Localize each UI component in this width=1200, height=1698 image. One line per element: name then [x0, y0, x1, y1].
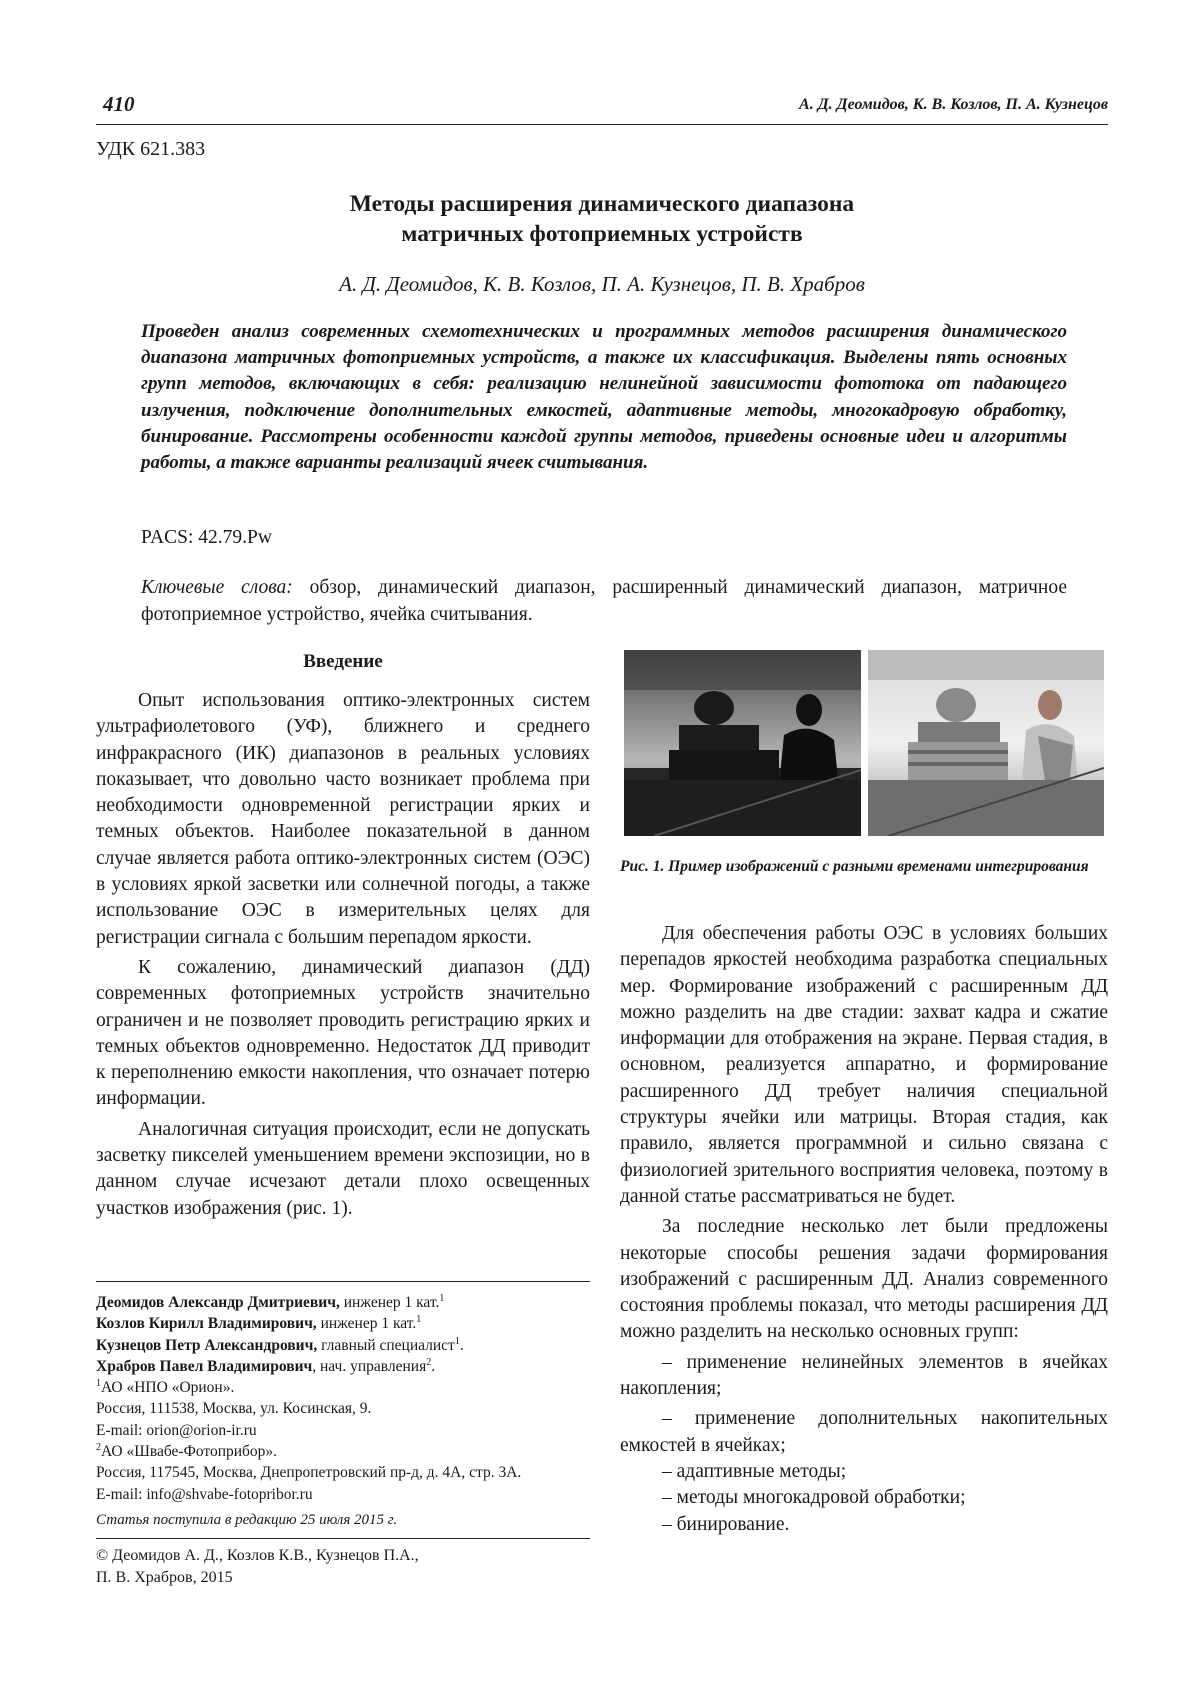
- copyright-line-1: © Деомидов А. Д., Козлов К.В., Кузнецов П.А.,: [96, 1547, 419, 1564]
- figure-image-short-exposure: [624, 650, 861, 836]
- author-role: инженер 1 кат.: [339, 1294, 440, 1311]
- running-header-authors: А. Д. Деомидов, К. В. Козлов, П. А. Кузнецов: [799, 96, 1108, 113]
- author-role: инженер 1 кат.: [316, 1315, 417, 1333]
- affiliation-address-1: Россия, 111538, Москва, ул. Косинская, 9.: [96, 1400, 372, 1418]
- footnote-author-1: [96, 1292, 596, 1313]
- author-role: главный специалист: [317, 1336, 455, 1354]
- section-heading-intro: Введение: [303, 651, 383, 672]
- affiliation-org: АО «Швабе-Фотоприбор».: [101, 1443, 278, 1461]
- figure-caption: Рис. 1. Пример изображений с разными временами интегрирования: [620, 858, 1089, 875]
- article-title: [96, 189, 1108, 249]
- affiliation-mark: 1: [454, 1335, 460, 1347]
- intro-text: [96, 688, 590, 1222]
- affiliation-org: АО «НПО «Орион».: [101, 1379, 235, 1397]
- footnote-author-2: [96, 1313, 596, 1334]
- method-list-item: – бинирование.: [662, 1513, 790, 1535]
- affiliation-mark: 2: [96, 1441, 101, 1453]
- method-list-item: – применение дополнительных накопительных емкостей в ячейках;: [620, 1408, 1108, 1456]
- affiliation-email-1: E-mail: orion@orion-ir.ru: [96, 1421, 257, 1439]
- right-paragraph-1: Для обеспечения работы ОЭС в условиях больших перепадов яркостей необходима разработка специальных мер. Формирование изображений с расширенным ДД можно разделить на две стадии: захват кадра и сжатие информации для отображения на экране. Первая стадия, в основном, реализуется аппаратно, и формирование расширенного ДД требует наличия специальной структуры ячейки или матрицы. Вторая стадия, как правило, является программной и сильно связана с физиологией зрительного восприятия человека, поэтому в данной статье рассматриваться не будет.: [620, 923, 1108, 1207]
- keywords-text: обзор, динамический диапазон, расширенный динамический диапазон, матричное фотоприемное устройство, ячейка считывания.: [141, 577, 1068, 625]
- footnote-author-3: [96, 1335, 596, 1356]
- right-paragraph-2: За последние несколько лет были предложены некоторые способы решения задачи формирования изображений с расширенным ДД. Анализ современного состояния проблемы показал, что методы расширения ДД можно разделить на несколько основных групп:: [620, 1216, 1108, 1343]
- affiliation-mark: 1: [96, 1378, 101, 1390]
- page-number: 410: [103, 92, 135, 116]
- author-name: Кузнецов Петр Александрович,: [96, 1336, 318, 1354]
- affiliation-address-2: Россия, 117545, Москва, Днепропетровский пр-д, д. 4А, стр. 3А.: [96, 1464, 522, 1482]
- copyright-rule: [96, 1538, 590, 1539]
- author-role: , нач. управления: [312, 1357, 427, 1375]
- keywords-label: Ключевые слова:: [141, 577, 293, 598]
- footnote-rule: [96, 1281, 590, 1282]
- keywords: [141, 575, 1067, 628]
- right-column-text: [620, 921, 1108, 1538]
- affiliation-mark: 1: [439, 1292, 445, 1304]
- affiliation-mark: 1: [416, 1314, 422, 1326]
- method-list-item: – адаптивные методы;: [662, 1460, 847, 1482]
- abstract: Проведен анализ современных схемотехнических и программных методов расширения динамического диапазона матричных фотоприемных устройств, а также их классификация. Выделены пять основных групп методов, включающих в себя: реализацию нелинейной зависимости фототока от падающего излучения, подключение дополнительных емкостей, адаптивные методы, многокадровую обработку, бинирование. Рассмотрены особенности каждой группы методов, приведены основные идеи и алгоритмы работы, а также варианты реализаций ячеек считывания.: [141, 321, 1067, 474]
- affiliation-1: [96, 1377, 596, 1398]
- author-name: Деомидов Александр Дмитриевич,: [96, 1294, 340, 1311]
- figure-image-long-exposure: [868, 650, 1104, 836]
- authors-line: А. Д. Деомидов, К. В. Козлов, П. А. Кузнецов, П. В. Храбров: [339, 272, 865, 296]
- footnote-author-4: [96, 1356, 596, 1377]
- punct: .: [459, 1336, 464, 1354]
- udk-code: УДК 621.383: [96, 138, 206, 160]
- title-line-1: Методы расширения динамического диапазона: [349, 191, 855, 217]
- affiliation-2: [96, 1441, 596, 1462]
- punct: .: [431, 1357, 436, 1375]
- pacs-code: PACS: 42.79.Pw: [141, 527, 272, 548]
- intro-paragraph-1: Опыт использования оптико-электронных систем ультрафиолетового (УФ), ближнего и среднего инфракрасного (ИК) диапазонов в реальных условиях показывает, что довольно часто возникает проблема при необходимости одновременной регистрации ярких и темных объектов. Наиболее показательной в данном случае является работа оптико-электронных систем (ОЭС) в условиях яркой засветки или солнечной погоды, а также использование ОЭС в измерительных целях для регистрации сигнала с большим перепадом яркости.: [96, 690, 590, 948]
- author-name: Храбров Павел Владимирович: [96, 1357, 313, 1375]
- author-name: Козлов Кирилл Владимирович,: [96, 1315, 317, 1333]
- copyright-line-2: П. В. Храбров, 2015: [96, 1569, 233, 1586]
- method-list-item: – применение нелинейных элементов в ячейках накопления;: [620, 1351, 1108, 1400]
- intro-paragraph-3: Аналогичная ситуация происходит, если не допускать засветку пикселей уменьшением времени экспозиции, но в данном случае исчезают детали плохо освещенных участков изображения (рис. 1).: [96, 1118, 590, 1219]
- received-date: Статья поступила в редакцию 25 июля 2015 г.: [96, 1512, 398, 1528]
- title-line-2: матричных фотоприемных устройств: [401, 221, 803, 247]
- copyright: [96, 1545, 419, 1589]
- intro-paragraph-2: К сожалению, динамический диапазон (ДД) современных фотоприемных устройств значительно ограничен и не позволяет проводить регистрацию ярких и темных объектов одновременно. Недостаток ДД приводит к переполнению емкости накопления, что означает потерю информации.: [96, 956, 590, 1110]
- affiliation-email-2: E-mail: info@shvabe-fotopribor.ru: [96, 1485, 313, 1503]
- author-footnotes: [96, 1292, 596, 1505]
- header-rule: [96, 124, 1108, 125]
- affiliation-mark: 2: [426, 1356, 432, 1368]
- method-list-item: – методы многокадровой обработки;: [662, 1487, 966, 1509]
